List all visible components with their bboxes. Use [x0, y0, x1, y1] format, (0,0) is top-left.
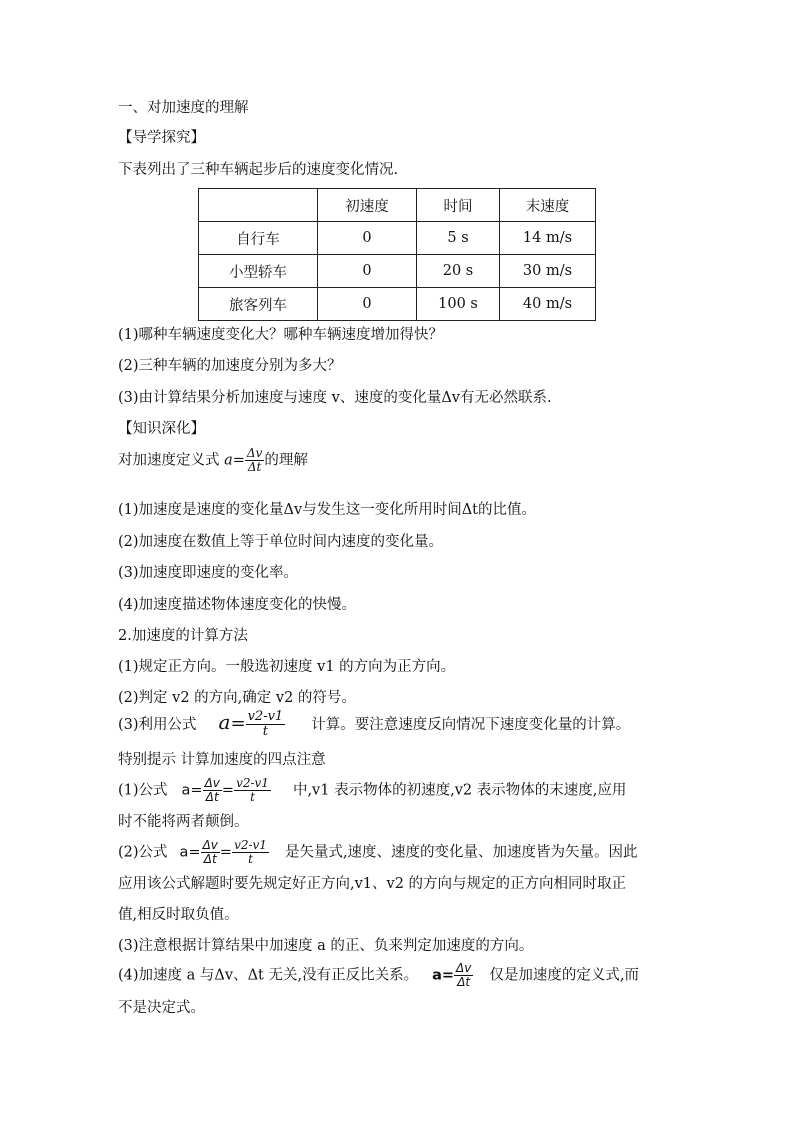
guide-heading: 【导学探究】	[118, 130, 205, 146]
formula-lhs: a=	[432, 967, 455, 984]
table-cell: 自行车	[199, 222, 318, 255]
delta-fraction	[245, 447, 264, 474]
fraction-denominator: t	[250, 790, 255, 805]
def-point-1: (1)加速度是速度的变化量Δv与发生这一变化所用时间Δt的比值。	[118, 502, 536, 518]
fraction-numerator: Δv	[204, 776, 220, 790]
section-title: 一、对加速度的理解	[118, 100, 249, 116]
tip-1	[118, 777, 626, 804]
speed-table	[198, 188, 596, 321]
fraction-denominator: Δt	[205, 790, 219, 805]
table-header-cell	[199, 189, 318, 222]
question-3: (3)由计算结果分析加速度与速度 v、速度的变化量Δv有无必然联系.	[118, 390, 552, 406]
table-cell: 0	[318, 255, 417, 288]
table-header-cell: 末速度	[500, 189, 596, 222]
tip-4-suffix: 仅是加速度的定义式,而	[489, 967, 639, 984]
tip-2-continued-2: 值,相反时取负值。	[118, 907, 239, 923]
tip-1-prefix: (1)公式	[118, 782, 168, 799]
velocity-fraction	[246, 710, 286, 740]
definition-line	[118, 447, 308, 474]
equals-sign: =	[221, 782, 235, 799]
calc-step-3	[118, 710, 630, 740]
guide-intro: 下表列出了三种车辆起步后的速度变化情况.	[118, 162, 399, 178]
accel-symbol: a	[218, 709, 231, 734]
table-cell: 40 m/s	[500, 288, 596, 321]
def-point-3: (3)加速度即速度的变化率。	[118, 565, 299, 581]
tip-4	[118, 962, 639, 989]
equals-sign: =	[232, 452, 245, 469]
calc-step-1: (1)规定正方向。一般选初速度 v1 的方向为正方向。	[118, 659, 456, 675]
tip-4-prefix: (4)加速度 a 与Δv、Δt 无关,没有正反比关系。	[118, 967, 419, 984]
table-cell: 0	[318, 288, 417, 321]
definition-suffix: 的理解	[264, 452, 308, 469]
table-cell: 30 m/s	[500, 255, 596, 288]
table-cell: 旅客列车	[199, 288, 318, 321]
fraction-numerator: Δv	[202, 838, 218, 852]
formula-lhs: a=	[179, 844, 201, 861]
knowledge-heading: 【知识深化】	[118, 421, 205, 437]
table-cell: 100 s	[417, 288, 500, 321]
fraction-numerator: Δv	[246, 446, 263, 460]
velocity-fraction	[232, 839, 269, 866]
fraction-denominator: t	[248, 852, 253, 867]
equals-sign: =	[230, 712, 246, 734]
fraction-denominator: Δt	[203, 852, 217, 867]
velocity-fraction	[234, 777, 271, 804]
table-cell: 小型轿车	[199, 255, 318, 288]
table-cell: 14 m/s	[500, 222, 596, 255]
tip-4-continued: 不是决定式。	[118, 1000, 205, 1016]
tip-2-prefix: (2)公式	[118, 844, 168, 861]
def-point-2: (2)加速度在数值上等于单位时间内速度的变化量。	[118, 534, 444, 550]
fraction-denominator: t	[262, 724, 268, 740]
tip-2	[118, 839, 638, 866]
calc-step-2: (2)判定 v2 的方向,确定 v2 的符号。	[118, 690, 356, 706]
tip-2-continued-1: 应用该公式解题时要先规定好正方向,v1、v2 的方向与规定的正方向相同时取正	[118, 876, 627, 892]
tip-3: (3)注意根据计算结果中加速度 a 的正、负来判定加速度的方向。	[118, 938, 534, 954]
tip-1-continued: 时不能将两者颠倒。	[118, 814, 249, 830]
question-1: (1)哪种车辆速度变化大？哪种车辆速度增加得快？	[118, 327, 444, 343]
tip-1-suffix: 中,v1 表示物体的初速度,v2 表示物体的末速度,应用	[292, 782, 627, 799]
delta-fraction	[201, 839, 220, 866]
calc-step-3-prefix: (3)利用公式	[118, 716, 197, 733]
def-point-4: (4)加速度描述物体速度变化的快慢。	[118, 597, 357, 613]
fraction-numerator: Δv	[456, 961, 472, 975]
accel-symbol: a	[224, 452, 233, 469]
formula-lhs: a=	[181, 782, 203, 799]
table-row	[199, 255, 596, 288]
fraction-denominator: Δt	[247, 460, 262, 475]
fraction-numerator: v2-v1	[236, 776, 269, 790]
delta-fraction	[203, 777, 222, 804]
delta-fraction	[454, 962, 473, 989]
table-header-cell: 时间	[417, 189, 500, 222]
tip-heading: 特别提示 计算加速度的四点注意	[118, 752, 326, 768]
equals-sign: =	[219, 844, 233, 861]
fraction-numerator: v2-v1	[247, 709, 284, 724]
question-2: (2)三种车辆的加速度分别为多大？	[118, 358, 342, 374]
table-cell: 0	[318, 222, 417, 255]
definition-prefix: 对加速度定义式	[118, 452, 225, 469]
table-cell: 20 s	[417, 255, 500, 288]
table-row	[199, 222, 596, 255]
table-row	[199, 288, 596, 321]
table-cell: 5 s	[417, 222, 500, 255]
table-header-row	[199, 189, 596, 222]
calc-step-3-suffix: 计算。要注意速度反向情况下速度变化量的计算。	[311, 716, 631, 733]
calc-heading: 2.加速度的计算方法	[118, 628, 248, 644]
tip-2-suffix: 是矢量式,速度、速度的变化量、加速度皆为矢量。因此	[284, 844, 638, 861]
fraction-denominator: Δt	[457, 975, 471, 990]
fraction-numerator: v2-v1	[234, 838, 267, 852]
table-header-cell: 初速度	[318, 189, 417, 222]
